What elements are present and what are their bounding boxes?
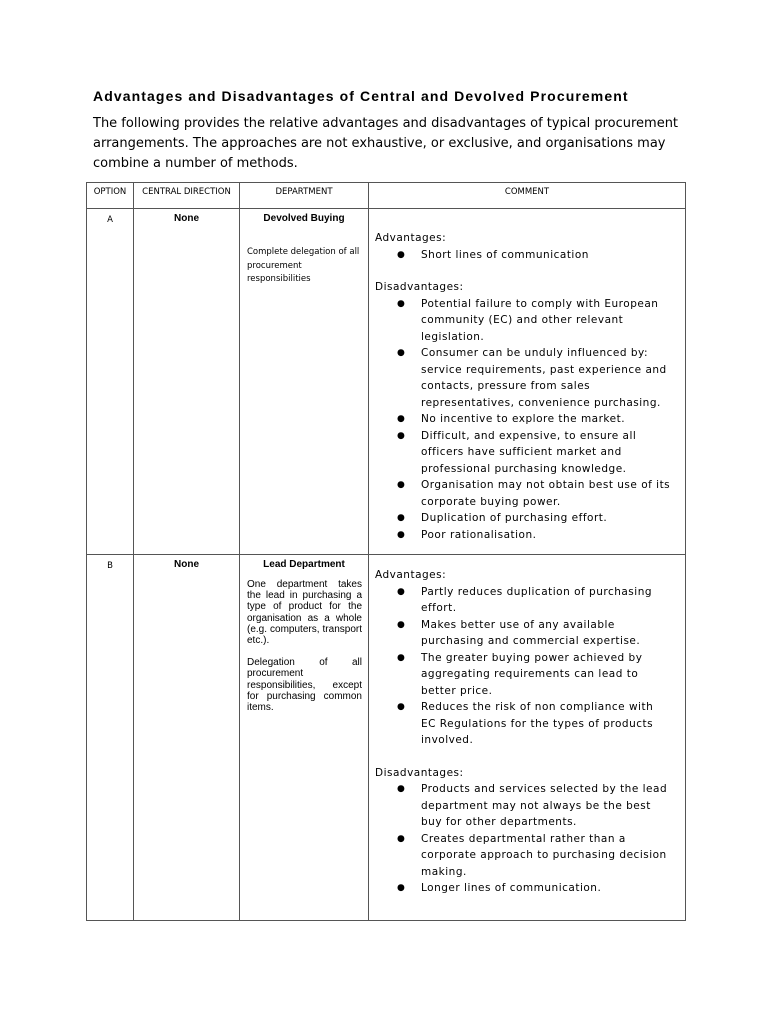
list-item: ● Reduces the risk of non compliance with EC Regulations for the types of products involved.	[397, 701, 654, 746]
option-label: A	[107, 215, 113, 225]
comment-cell	[369, 555, 686, 921]
table-row-b	[87, 555, 686, 921]
advantages-list	[375, 584, 685, 749]
page-title: Advantages and Disadvantages of Central and Devolved Procurement	[93, 88, 629, 104]
advantages-label: Advantages:	[375, 569, 447, 581]
disadvantages-list	[375, 781, 685, 897]
option-label: B	[107, 561, 113, 571]
list-item: ● No incentive to explore the market.	[375, 411, 685, 428]
central-direction-cell	[134, 555, 240, 921]
department-title: Devolved Buying	[263, 213, 345, 224]
bullet-icon: ●	[397, 883, 406, 893]
advantages-label: Advantages:	[375, 232, 447, 244]
list-item: ● Difficult, and expensive, to ensure all officers have sufficient market and professional purchasing knowledge.	[397, 429, 637, 475]
header-department: DEPARTMENT	[240, 183, 369, 209]
bullet-icon: ●	[397, 298, 406, 309]
bullet-icon: ●	[397, 513, 406, 523]
bullet-icon: ●	[397, 348, 406, 358]
bullet-icon: ●	[397, 619, 406, 630]
department-description: Delegation of all procurement responsibilities, except for purchasing common items.	[247, 657, 362, 714]
table-row-a	[87, 209, 686, 555]
advantages-list	[375, 247, 685, 264]
department-description: One department takes the lead in purchasing a type of product for the organisation as a whole (e.g. computers, transport etc.).	[247, 579, 362, 647]
central-direction-value: None	[174, 213, 199, 224]
disadvantages-label: Disadvantages:	[375, 281, 464, 293]
department-cell	[240, 555, 369, 921]
central-direction-value: None	[174, 559, 199, 570]
disadvantages-label: Disadvantages:	[375, 766, 464, 779]
procurement-table	[86, 182, 686, 921]
bullet-icon: ●	[397, 480, 406, 490]
list-item: ● Short lines of communication	[375, 247, 685, 264]
intro-paragraph: The following provides the relative advantages and disadvantages of typical procurement arrangements. The approaches are not exhaustive, or exclusive, and organisations may combine a number of methods.	[93, 116, 679, 171]
bullet-icon: ●	[397, 833, 406, 844]
list-item: ● Potential failure to comply with European community (EC) and other relevant legislation.	[397, 297, 659, 343]
list-item: ● Duplication of purchasing effort.	[375, 510, 685, 527]
bullet-icon: ●	[397, 414, 406, 424]
bullet-icon: ●	[397, 784, 406, 794]
option-cell	[87, 555, 134, 921]
list-item: ● Products and services selected by the lead department may not always be the best buy for other departments.	[397, 783, 668, 828]
bullet-icon: ●	[397, 430, 406, 441]
header-option: OPTION	[87, 183, 134, 209]
table-header-row	[87, 183, 686, 209]
option-cell	[87, 209, 134, 555]
bullet-icon: ●	[397, 529, 406, 540]
list-item: ● Organisation may not obtain best use of its corporate buying power.	[397, 479, 671, 508]
central-direction-cell	[134, 209, 240, 555]
department-title: Lead Department	[263, 559, 345, 570]
bullet-icon: ●	[397, 652, 406, 663]
list-item: ● Creates departmental rather than a corporate approach to purchasing decision making.	[397, 832, 667, 878]
list-item: ● The greater buying power achieved by aggregating requirements can lead to better price.	[397, 651, 643, 697]
bullet-icon: ●	[397, 249, 406, 260]
department-description: Complete delegation of all procurement responsibilities	[247, 247, 360, 284]
header-central-direction: CENTRAL DIRECTION	[134, 183, 240, 209]
list-item: ● Consumer can be unduly influenced by: service requirements, past experience and contacts, pressure from sales representatives, convenience purchasing.	[397, 347, 667, 409]
list-item: ● Makes better use of any available purchasing and commercial expertise.	[397, 618, 641, 647]
header-comment: COMMENT	[369, 183, 686, 209]
bullet-icon: ●	[397, 586, 406, 597]
bullet-icon: ●	[397, 702, 406, 712]
disadvantages-list	[375, 296, 685, 544]
comment-cell	[369, 209, 686, 555]
list-item: ● Poor rationalisation.	[375, 527, 685, 544]
department-cell	[240, 209, 369, 555]
list-item: ● Longer lines of communication.	[375, 880, 685, 897]
list-item: ● Partly reduces duplication of purchasing effort.	[397, 585, 653, 614]
